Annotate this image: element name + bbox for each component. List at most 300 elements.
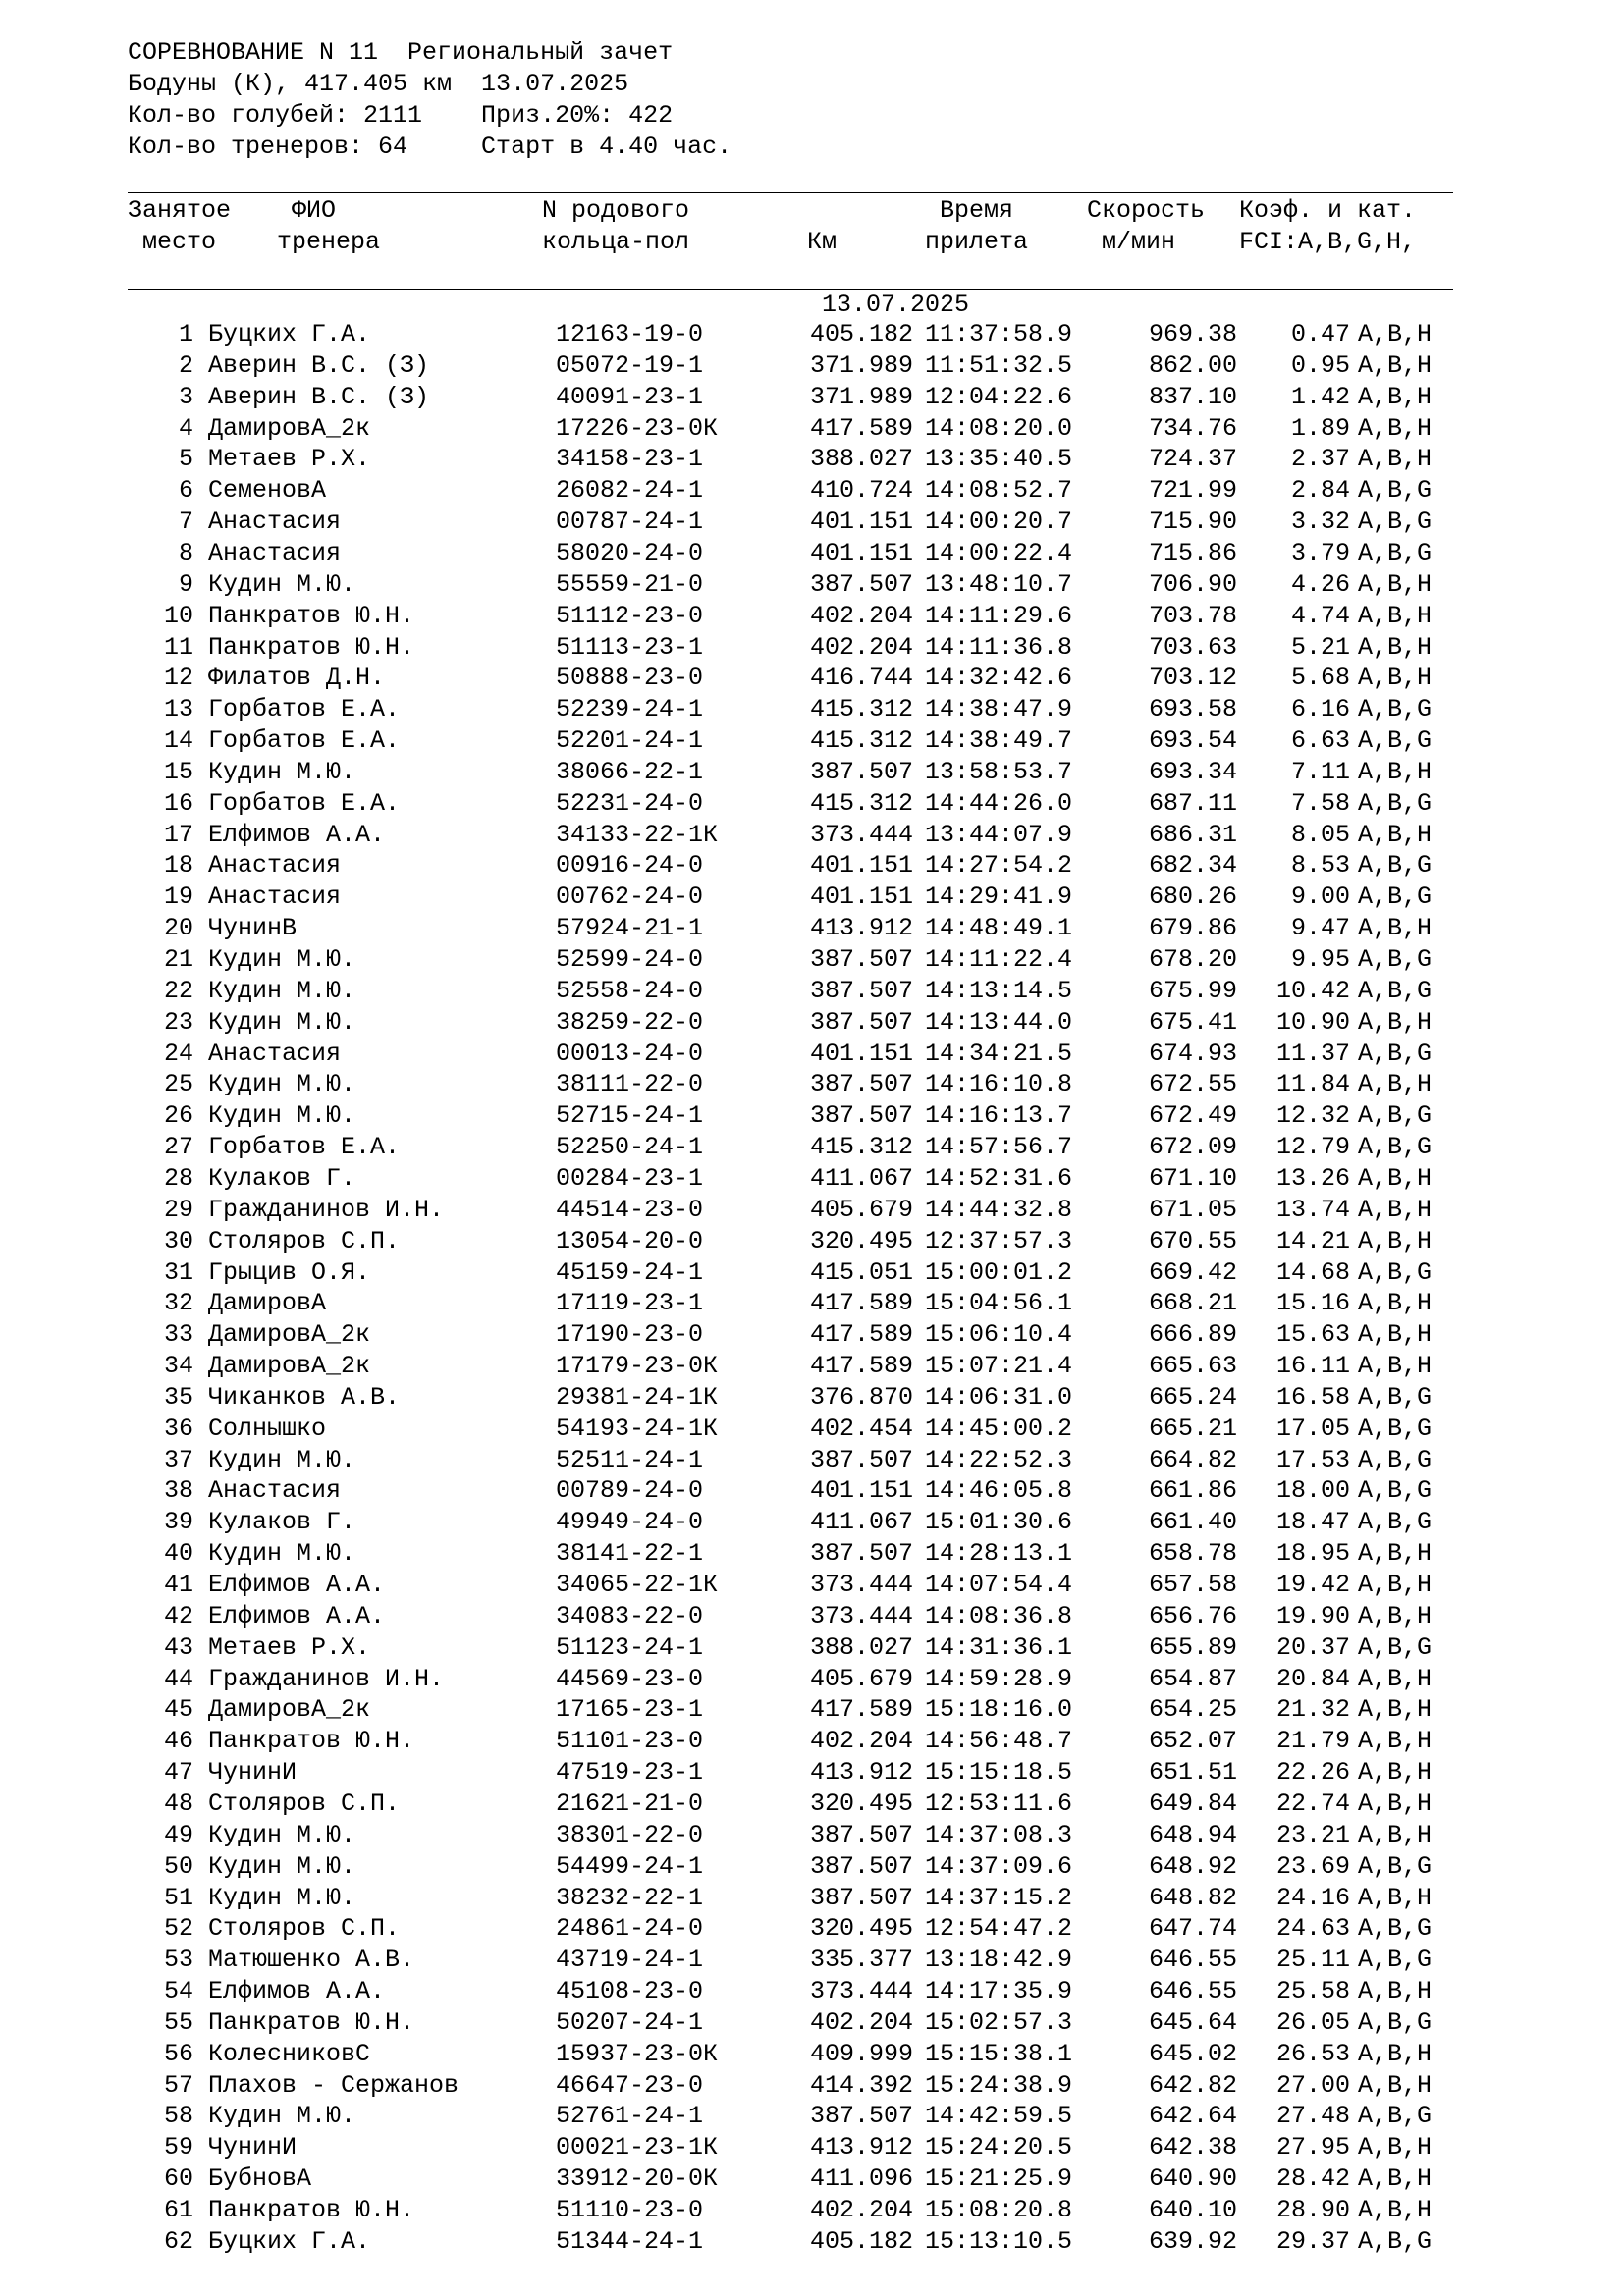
cell-name: Кудин М.Ю. (208, 1445, 356, 1474)
cell-name: Кулаков Г. (208, 1508, 356, 1537)
cell-cat: A,B,H (1358, 1289, 1433, 1318)
cell-km: 401.151 (809, 538, 913, 567)
cell-ring: 44569-23-0 (556, 1664, 704, 1693)
cell-speed: 679.86 (1148, 914, 1237, 943)
cell-name: Кулаков Г. (208, 1163, 356, 1193)
cell-name: Анастасия (208, 538, 342, 567)
header-place-2: место (142, 228, 217, 256)
cell-cat: A,B,G (1358, 1914, 1433, 1944)
table-row (0, 602, 1624, 632)
header-time-2: прилета (925, 228, 1029, 256)
cell-coef: 13.74 (1275, 1195, 1350, 1224)
table-row (0, 914, 1624, 944)
table-row (0, 1289, 1624, 1319)
cell-cat: A,B,H (1358, 1789, 1433, 1818)
cell-name: ЧунинИ (208, 1758, 298, 1788)
cell-cat: A,B,H (1358, 757, 1433, 786)
cell-speed: 693.58 (1148, 695, 1237, 724)
cell-km: 417.589 (809, 1320, 913, 1350)
table-row (0, 1571, 1624, 1601)
cell-ring: 44514-23-0 (556, 1195, 704, 1224)
cell-km: 401.151 (809, 1476, 913, 1506)
cell-coef: 14.68 (1275, 1257, 1350, 1287)
cell-place: 24 (163, 1039, 193, 1068)
cell-speed: 724.37 (1148, 445, 1237, 474)
cell-time: 14:28:13.1 (925, 1539, 1073, 1569)
cell-name: Метаев Р.Х. (208, 445, 371, 474)
cell-cat: A,B,G (1358, 1632, 1433, 1662)
cell-ring: 24861-24-0 (556, 1914, 704, 1944)
header-ring-1: N родового (542, 196, 690, 225)
cell-cat: A,B,G (1358, 1946, 1433, 1975)
cell-km: 405.679 (809, 1664, 913, 1693)
cell-speed: 671.10 (1148, 1163, 1237, 1193)
cell-speed: 651.51 (1148, 1758, 1237, 1788)
cell-ring: 00787-24-1 (556, 507, 704, 537)
table-row (0, 539, 1624, 569)
cell-ring: 38259-22-0 (556, 1007, 704, 1037)
cell-place: 47 (163, 1758, 193, 1788)
cell-coef: 20.84 (1275, 1664, 1350, 1693)
cell-km: 320.495 (809, 1226, 913, 1255)
cell-coef: 6.16 (1290, 695, 1350, 724)
cell-speed: 642.38 (1148, 2133, 1237, 2163)
cell-speed: 675.41 (1148, 1007, 1237, 1037)
cell-place: 19 (163, 882, 193, 912)
cell-time: 14:17:35.9 (925, 1977, 1073, 2006)
cell-cat: A,B,G (1358, 1508, 1433, 1537)
cell-coef: 13.26 (1275, 1163, 1350, 1193)
cell-cat: A,B,H (1358, 445, 1433, 474)
table-row (0, 2196, 1624, 2226)
table-row (0, 1695, 1624, 1726)
cell-speed: 669.42 (1148, 1257, 1237, 1287)
cell-cat: A,B,H (1358, 1195, 1433, 1224)
cell-time: 14:08:20.0 (925, 413, 1073, 443)
cell-name: Столяров С.П. (208, 1226, 401, 1255)
cell-name: ЧунинВ (208, 914, 298, 943)
cell-coef: 0.95 (1290, 350, 1350, 380)
cell-ring: 15937-23-0К (556, 2039, 719, 2068)
cell-cat: A,B,G (1358, 538, 1433, 567)
cell-cat: A,B,H (1358, 820, 1433, 849)
cell-cat: A,B,H (1358, 1539, 1433, 1569)
table-row (0, 1227, 1624, 1257)
cell-km: 411.067 (809, 1508, 913, 1537)
cell-time: 14:37:09.6 (925, 1851, 1073, 1881)
cell-name: Анастасия (208, 882, 342, 912)
table-row (0, 695, 1624, 725)
cell-ring: 51110-23-0 (556, 2196, 704, 2224)
cell-name: Панкратов Ю.Н. (208, 601, 415, 630)
cell-coef: 23.21 (1275, 1820, 1350, 1849)
cell-speed: 648.92 (1148, 1851, 1237, 1881)
cell-km: 413.912 (809, 914, 913, 943)
cell-km: 387.507 (809, 1883, 913, 1912)
cell-km: 387.507 (809, 1007, 913, 1037)
cell-cat: A,B,H (1358, 1727, 1433, 1756)
cell-place: 8 (178, 538, 193, 567)
table-row (0, 2164, 1624, 2195)
cell-speed: 654.87 (1148, 1664, 1237, 1693)
cell-time: 15:07:21.4 (925, 1352, 1073, 1381)
cell-speed: 670.55 (1148, 1226, 1237, 1255)
cell-cat: A,B,H (1358, 664, 1433, 693)
cell-coef: 3.32 (1290, 507, 1350, 537)
cell-time: 14:11:29.6 (925, 601, 1073, 630)
cell-place: 46 (163, 1727, 193, 1756)
table-row (0, 1320, 1624, 1351)
cell-name: Плахов - Сержанов (208, 2070, 460, 2100)
cell-name: Горбатов Е.А. (208, 788, 401, 818)
table-row (0, 1352, 1624, 1382)
cell-ring: 58020-24-0 (556, 538, 704, 567)
cell-time: 14:56:48.7 (925, 1727, 1073, 1756)
cell-place: 60 (163, 2164, 193, 2194)
cell-time: 14:37:15.2 (925, 1883, 1073, 1912)
pigeons-info: Кол-во голубей: 2111 Приз.20%: 422 (128, 101, 674, 130)
cell-km: 410.724 (809, 476, 913, 506)
cell-name: Панкратов Ю.Н. (208, 632, 415, 662)
cell-time: 14:29:41.9 (925, 882, 1073, 912)
cell-ring: 29381-24-1К (556, 1382, 719, 1412)
cell-ring: 38141-22-1 (556, 1539, 704, 1569)
cell-speed: 682.34 (1148, 851, 1237, 881)
cell-cat: A,B,G (1358, 882, 1433, 912)
cell-speed: 969.38 (1148, 320, 1237, 348)
cell-speed: 862.00 (1148, 350, 1237, 380)
cell-name: Аверин В.С. (З) (208, 350, 430, 380)
table-row (0, 664, 1624, 694)
cell-name: Кудин М.Ю. (208, 757, 356, 786)
cell-time: 15:00:01.2 (925, 1257, 1073, 1287)
cell-name: Горбатов Е.А. (208, 695, 401, 724)
cell-cat: A,B,H (1358, 1601, 1433, 1630)
cell-coef: 18.00 (1275, 1476, 1350, 1506)
cell-speed: 672.49 (1148, 1101, 1237, 1131)
cell-coef: 4.26 (1290, 569, 1350, 599)
cell-coef: 5.68 (1290, 664, 1350, 693)
cell-time: 14:07:54.4 (925, 1571, 1073, 1599)
cell-km: 387.507 (809, 1820, 913, 1849)
cell-km: 387.507 (809, 2102, 913, 2131)
cell-ring: 57924-21-1 (556, 914, 704, 943)
cell-speed: 654.25 (1148, 1695, 1237, 1725)
cell-cat: A,B,H (1358, 2196, 1433, 2224)
cell-name: КолесниковС (208, 2039, 371, 2068)
header-km: Км (807, 228, 838, 256)
cell-speed: 648.94 (1148, 1820, 1237, 1849)
cell-coef: 19.42 (1275, 1571, 1350, 1599)
cell-place: 51 (163, 1883, 193, 1912)
cell-time: 15:02:57.3 (925, 2007, 1073, 2037)
table-row (0, 1789, 1624, 1820)
cell-km: 320.495 (809, 1789, 913, 1818)
cell-speed: 649.84 (1148, 1789, 1237, 1818)
cell-coef: 27.48 (1275, 2102, 1350, 2131)
cell-name: Чиканков А.В. (208, 1382, 401, 1412)
cell-ring: 43719-24-1 (556, 1946, 704, 1975)
cell-coef: 11.37 (1275, 1039, 1350, 1068)
cell-ring: 50888-23-0 (556, 664, 704, 693)
cell-coef: 1.89 (1290, 413, 1350, 443)
table-row (0, 945, 1624, 976)
cell-coef: 16.58 (1275, 1382, 1350, 1412)
cell-ring: 52599-24-0 (556, 945, 704, 974)
cell-place: 28 (163, 1163, 193, 1193)
cell-km: 414.392 (809, 2070, 913, 2100)
cell-speed: 665.24 (1148, 1382, 1237, 1412)
cell-time: 14:27:54.2 (925, 851, 1073, 881)
cell-time: 14:48:49.1 (925, 914, 1073, 943)
cell-name: Кудин М.Ю. (208, 976, 356, 1005)
cell-speed: 706.90 (1148, 569, 1237, 599)
cell-ring: 52239-24-1 (556, 695, 704, 724)
cell-name: Панкратов Ю.Н. (208, 1727, 415, 1756)
cell-name: Елфимов А.А. (208, 1977, 386, 2006)
cell-place: 4 (178, 413, 193, 443)
cell-coef: 16.11 (1275, 1352, 1350, 1381)
cell-cat: A,B,G (1358, 1445, 1433, 1474)
cell-name: ДамировА_2к (208, 413, 371, 443)
cell-ring: 00013-24-0 (556, 1039, 704, 1068)
cell-km: 373.444 (809, 1601, 913, 1630)
table-row (0, 570, 1624, 601)
cell-ring: 52715-24-1 (556, 1101, 704, 1131)
cell-time: 12:04:22.6 (925, 382, 1073, 411)
cell-km: 405.182 (809, 320, 913, 348)
cell-ring: 40091-23-1 (556, 382, 704, 411)
cell-coef: 8.53 (1290, 851, 1350, 881)
table-row (0, 1258, 1624, 1289)
cell-speed: 703.63 (1148, 632, 1237, 662)
cell-speed: 645.64 (1148, 2007, 1237, 2037)
cell-time: 14:46:05.8 (925, 1476, 1073, 1506)
cell-place: 35 (163, 1382, 193, 1412)
cell-speed: 703.12 (1148, 664, 1237, 693)
cell-place: 20 (163, 914, 193, 943)
cell-speed: 655.89 (1148, 1632, 1237, 1662)
table-row (0, 2102, 1624, 2132)
cell-cat: A,B,G (1358, 476, 1433, 506)
cell-cat: A,B,G (1358, 2007, 1433, 2037)
cell-cat: A,B,H (1358, 1883, 1433, 1912)
cell-place: 25 (163, 1070, 193, 1099)
cell-name: СеменовА (208, 476, 327, 506)
cell-speed: 640.10 (1148, 2196, 1237, 2224)
cell-name: Гражданинов И.Н. (208, 1664, 445, 1693)
cell-ring: 17165-23-1 (556, 1695, 704, 1725)
cell-ring: 38111-22-0 (556, 1070, 704, 1099)
cell-ring: 17226-23-0К (556, 413, 719, 443)
cell-name: Кудин М.Ю. (208, 1883, 356, 1912)
cell-coef: 26.53 (1275, 2039, 1350, 2068)
cell-time: 13:18:42.9 (925, 1946, 1073, 1975)
cell-speed: 693.54 (1148, 726, 1237, 756)
cell-coef: 27.95 (1275, 2133, 1350, 2163)
cell-ring: 34083-22-0 (556, 1601, 704, 1630)
cell-time: 13:58:53.7 (925, 757, 1073, 786)
cell-time: 14:32:42.6 (925, 664, 1073, 693)
cell-name: Буцких Г.А. (208, 2226, 371, 2256)
cell-cat: A,B,G (1358, 1133, 1433, 1162)
cell-place: 6 (178, 476, 193, 506)
header-name-1: ФИО (292, 196, 337, 225)
cell-km: 388.027 (809, 1632, 913, 1662)
cell-speed: 703.78 (1148, 601, 1237, 630)
cell-place: 43 (163, 1632, 193, 1662)
table-row (0, 383, 1624, 413)
cell-place: 2 (178, 350, 193, 380)
cell-name: Филатов Д.Н. (208, 664, 386, 693)
cell-time: 15:18:16.0 (925, 1695, 1073, 1725)
cell-name: ДамировА_2к (208, 1352, 371, 1381)
table-row (0, 1164, 1624, 1195)
table-row (0, 414, 1624, 445)
cell-name: Столяров С.П. (208, 1914, 401, 1944)
cell-place: 62 (163, 2226, 193, 2256)
cell-cat: A,B,H (1358, 601, 1433, 630)
cell-ring: 33912-20-0К (556, 2164, 719, 2194)
header-speed-1: Скорость (1087, 196, 1206, 225)
cell-place: 59 (163, 2133, 193, 2163)
cell-km: 417.589 (809, 1695, 913, 1725)
cell-name: Анастасия (208, 1039, 342, 1068)
cell-ring: 21621-21-0 (556, 1789, 704, 1818)
table-row (0, 2227, 1624, 2258)
cell-time: 14:00:20.7 (925, 507, 1073, 537)
cell-km: 413.912 (809, 1758, 913, 1788)
cell-km: 409.999 (809, 2039, 913, 2068)
cell-km: 402.204 (809, 601, 913, 630)
cell-cat: A,B,H (1358, 350, 1433, 380)
cell-km: 320.495 (809, 1914, 913, 1944)
cell-speed: 652.07 (1148, 1727, 1237, 1756)
cell-name: Анастасия (208, 851, 342, 881)
cell-place: 9 (178, 569, 193, 599)
cell-cat: A,B,G (1358, 976, 1433, 1005)
trainers-info: Кол-во тренеров: 64 Старт в 4.40 час. (128, 133, 732, 161)
table-row (0, 2071, 1624, 2102)
cell-coef: 12.79 (1275, 1133, 1350, 1162)
cell-km: 335.377 (809, 1946, 913, 1975)
cell-place: 21 (163, 945, 193, 974)
cell-coef: 22.26 (1275, 1758, 1350, 1788)
cell-coef: 9.00 (1290, 882, 1350, 912)
cell-place: 7 (178, 507, 193, 537)
cell-coef: 25.58 (1275, 1977, 1350, 2006)
cell-coef: 6.63 (1290, 726, 1350, 756)
cell-km: 413.912 (809, 2133, 913, 2163)
cell-time: 14:57:56.7 (925, 1133, 1073, 1162)
cell-time: 11:37:58.9 (925, 320, 1073, 348)
cell-place: 31 (163, 1257, 193, 1287)
cell-time: 12:37:57.3 (925, 1226, 1073, 1255)
cell-cat: A,B,G (1358, 1257, 1433, 1287)
cell-name: Елфимов А.А. (208, 820, 386, 849)
cell-time: 14:08:36.8 (925, 1601, 1073, 1630)
table-row (0, 726, 1624, 757)
cell-ring: 50207-24-1 (556, 2007, 704, 2037)
cell-speed: 642.82 (1148, 2070, 1237, 2100)
cell-time: 14:31:36.1 (925, 1632, 1073, 1662)
cell-cat: A,B,G (1358, 507, 1433, 537)
cell-place: 26 (163, 1101, 193, 1131)
cell-ring: 00789-24-0 (556, 1476, 704, 1506)
cell-km: 415.312 (809, 788, 913, 818)
cell-coef: 15.16 (1275, 1289, 1350, 1318)
cell-ring: 38301-22-0 (556, 1820, 704, 1849)
cell-place: 13 (163, 695, 193, 724)
cell-place: 37 (163, 1445, 193, 1474)
cell-place: 58 (163, 2102, 193, 2131)
cell-speed: 648.82 (1148, 1883, 1237, 1912)
cell-place: 44 (163, 1664, 193, 1693)
cell-speed: 734.76 (1148, 413, 1237, 443)
cell-speed: 715.90 (1148, 507, 1237, 537)
cell-name: Матюшенко А.В. (208, 1946, 415, 1975)
cell-name: Кудин М.Ю. (208, 1539, 356, 1569)
cell-time: 14:16:13.7 (925, 1101, 1073, 1131)
cell-speed: 686.31 (1148, 820, 1237, 849)
cell-ring: 34158-23-1 (556, 445, 704, 474)
table-row (0, 1884, 1624, 1914)
cell-km: 415.051 (809, 1257, 913, 1287)
cell-km: 387.507 (809, 1445, 913, 1474)
cell-coef: 0.47 (1290, 320, 1350, 348)
cell-km: 401.151 (809, 851, 913, 881)
cell-place: 42 (163, 1601, 193, 1630)
cell-ring: 00284-23-1 (556, 1163, 704, 1193)
date-label: 13.07.2025 (822, 291, 970, 319)
cell-place: 34 (163, 1352, 193, 1381)
cell-coef: 21.32 (1275, 1695, 1350, 1725)
cell-cat: A,B,H (1358, 382, 1433, 411)
cell-coef: 4.74 (1290, 601, 1350, 630)
cell-place: 18 (163, 851, 193, 881)
cell-km: 388.027 (809, 445, 913, 474)
cell-time: 15:24:20.5 (925, 2133, 1073, 2163)
cell-cat: A,B,H (1358, 1664, 1433, 1693)
cell-km: 387.507 (809, 976, 913, 1005)
cell-speed: 642.64 (1148, 2102, 1237, 2131)
cell-place: 41 (163, 1571, 193, 1599)
cell-coef: 15.63 (1275, 1320, 1350, 1350)
cell-time: 14:38:47.9 (925, 695, 1073, 724)
cell-coef: 17.05 (1275, 1414, 1350, 1443)
cell-cat: A,B,H (1358, 320, 1433, 348)
cell-coef: 18.95 (1275, 1539, 1350, 1569)
table-row (0, 977, 1624, 1007)
cell-name: Гражданинов И.Н. (208, 1195, 445, 1224)
cell-km: 416.744 (809, 664, 913, 693)
cell-km: 411.096 (809, 2164, 913, 2194)
cell-ring: 52558-24-0 (556, 976, 704, 1005)
cell-name: Анастасия (208, 1476, 342, 1506)
cell-km: 387.507 (809, 1851, 913, 1881)
cell-name: Панкратов Ю.Н. (208, 2007, 415, 2037)
cell-time: 15:13:10.5 (925, 2226, 1073, 2256)
cell-cat: A,B,H (1358, 1163, 1433, 1193)
cell-place: 14 (163, 726, 193, 756)
table-row (0, 1946, 1624, 1976)
cell-km: 402.204 (809, 1727, 913, 1756)
cell-time: 14:11:36.8 (925, 632, 1073, 662)
cell-km: 373.444 (809, 1977, 913, 2006)
cell-place: 36 (163, 1414, 193, 1443)
cell-name: Елфимов А.А. (208, 1601, 386, 1630)
table-row (0, 1977, 1624, 2007)
